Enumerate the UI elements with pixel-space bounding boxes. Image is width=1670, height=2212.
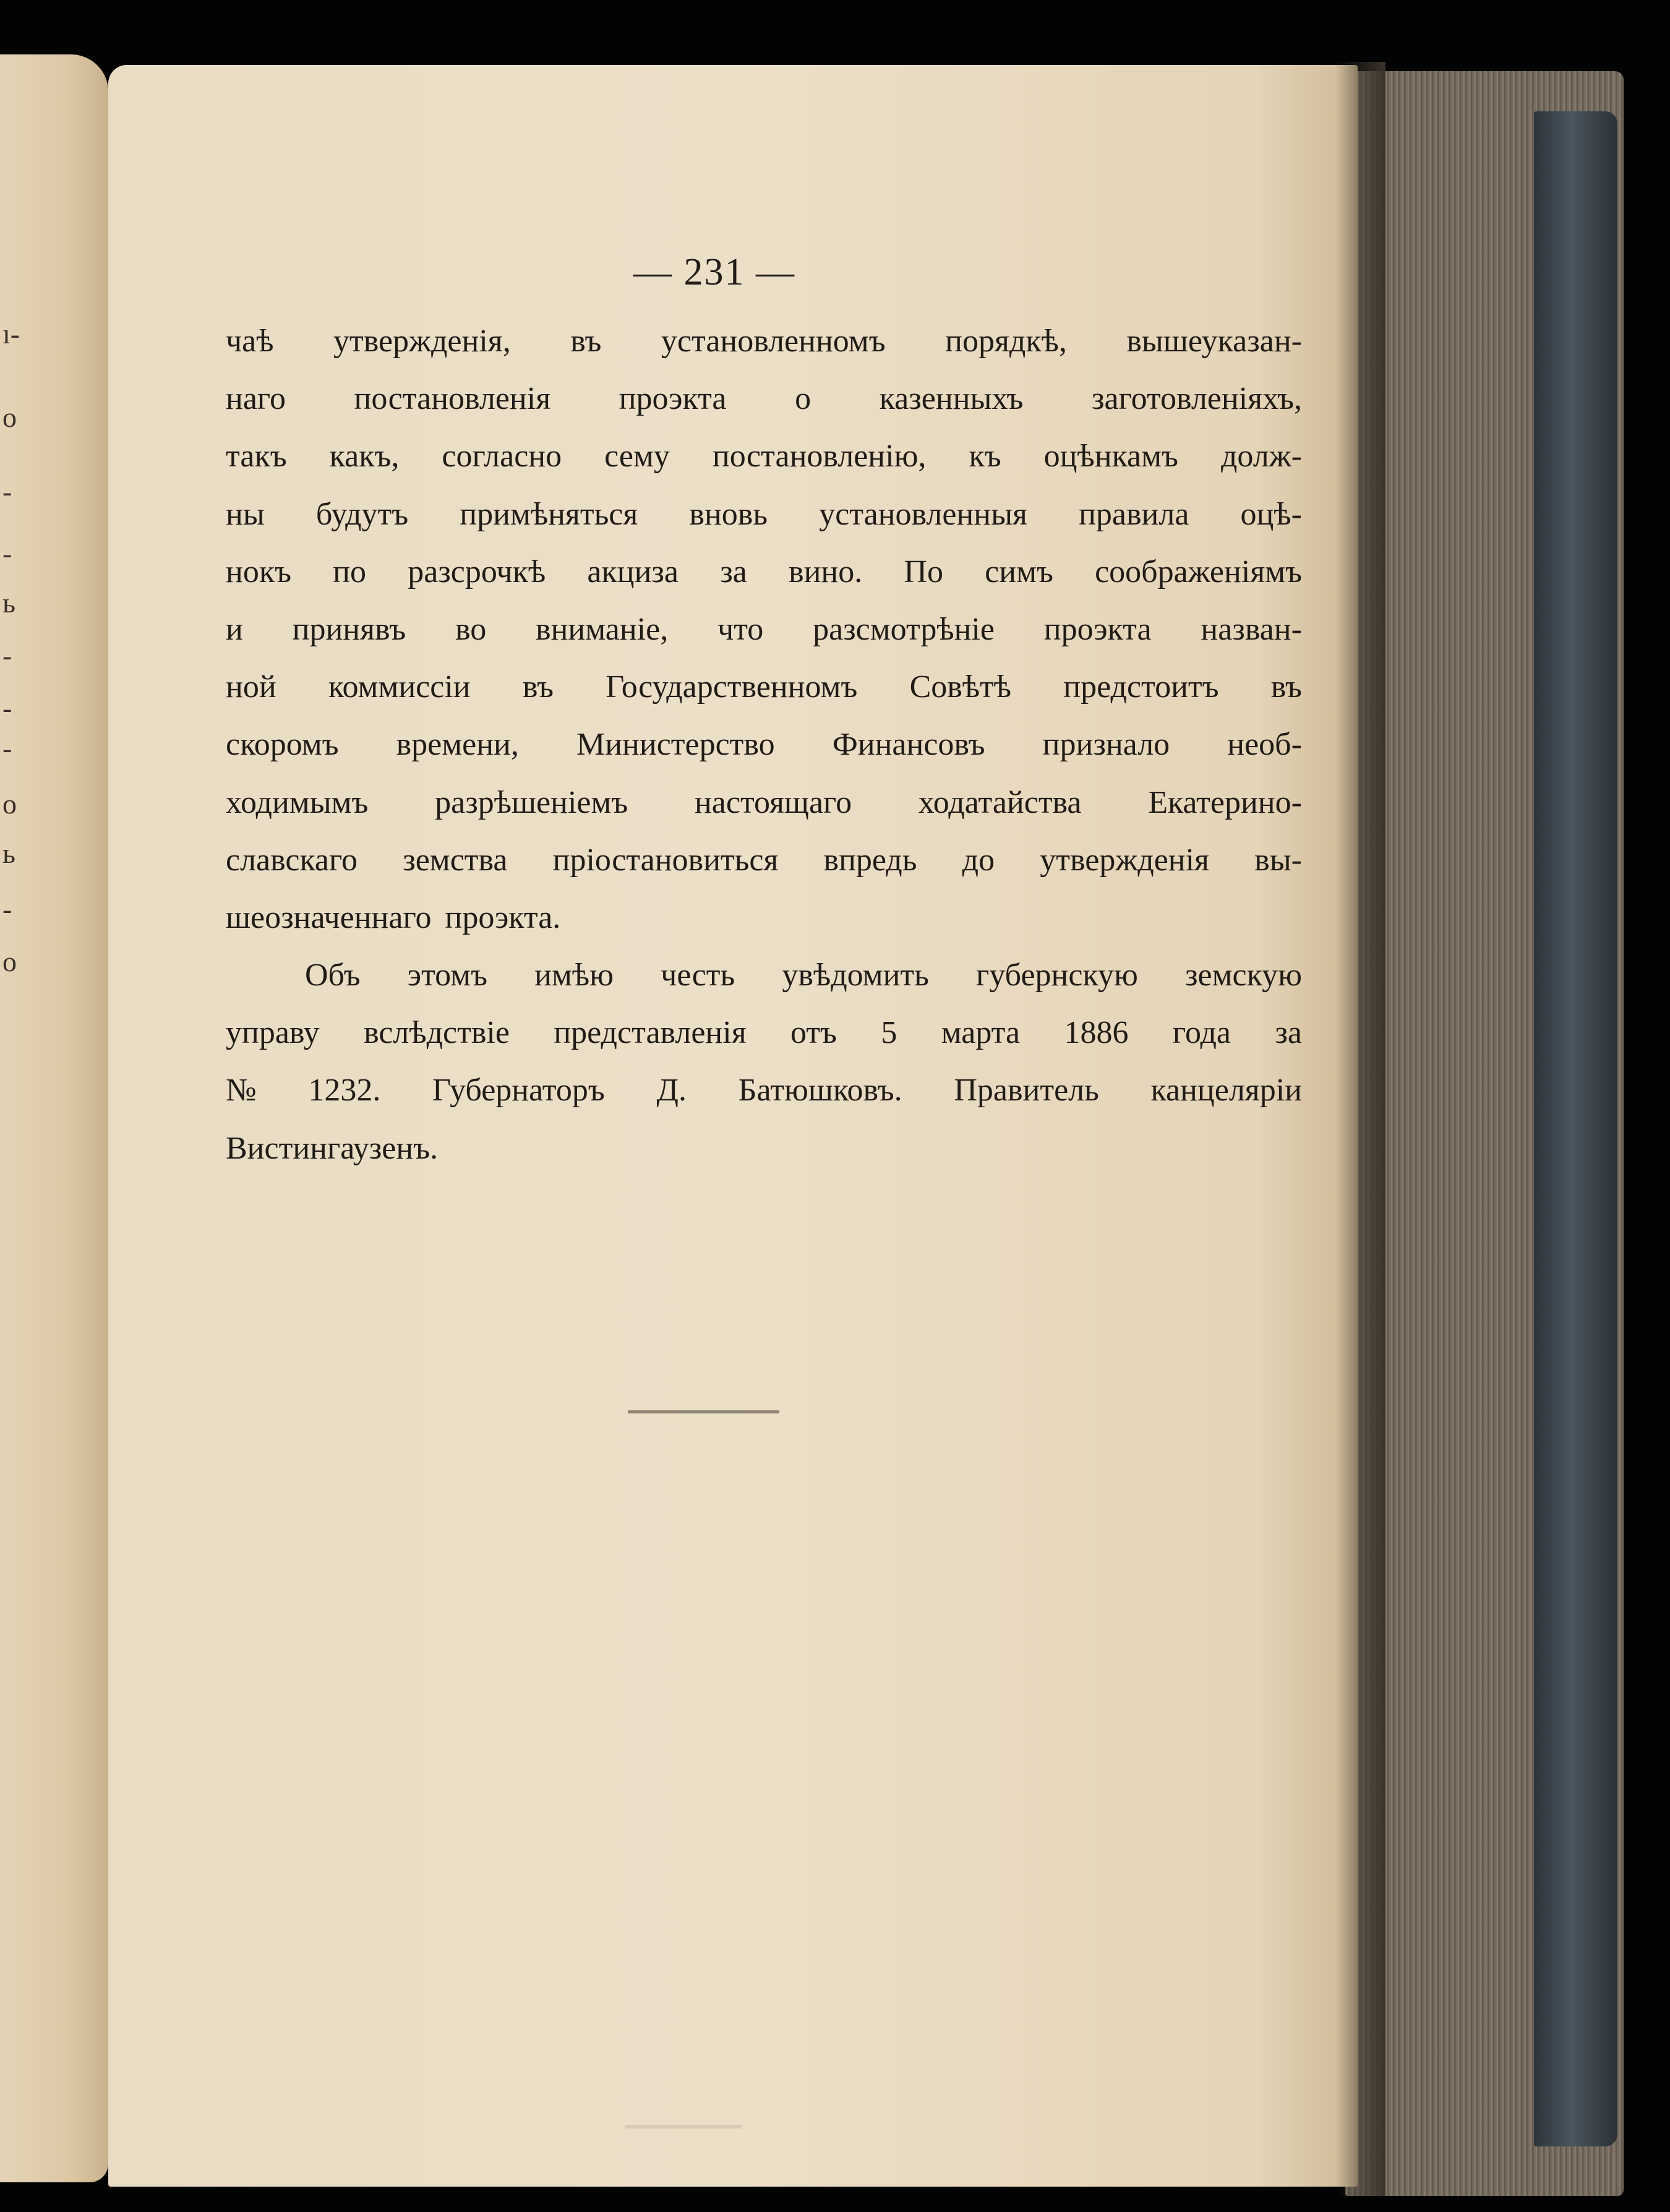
word: утвержденія, (333, 324, 511, 359)
text-line (226, 370, 1302, 427)
word: вновь (689, 496, 768, 532)
word: года (1172, 1015, 1231, 1051)
left-page-fragment: о (2, 401, 17, 433)
left-page-fragment: ı- (2, 318, 20, 349)
word: земства (403, 842, 508, 878)
word: канцеляріи (1150, 1073, 1302, 1108)
word: принявъ (292, 611, 406, 647)
text-line (226, 946, 1302, 1004)
word: земскую (1185, 958, 1302, 993)
word: проэкта (1043, 611, 1152, 647)
word: порядкѣ, (945, 324, 1067, 359)
word: настоящаго (694, 784, 852, 820)
word: ной (226, 669, 276, 705)
word: вы- (1254, 842, 1302, 878)
left-page-fragment: - (2, 640, 12, 671)
bleed-through-rule (628, 1410, 779, 1413)
text-line (226, 1004, 1302, 1061)
word: утвержденія (1040, 842, 1209, 878)
left-page-fragment: ь (2, 838, 15, 869)
word: Екатерино- (1148, 784, 1302, 820)
page-number: — 231 — (633, 251, 795, 293)
word: Совѣтѣ (909, 669, 1012, 705)
text-line (226, 543, 1302, 601)
word: правила (1079, 496, 1189, 532)
left-page-fragment: о (2, 946, 17, 977)
word: оцѣ- (1240, 496, 1302, 532)
word: вниманіе, (536, 611, 669, 647)
word: скоромъ (226, 727, 339, 763)
word: необ- (1227, 727, 1302, 763)
word: Финансовъ (832, 727, 985, 763)
word: Губернаторъ (432, 1073, 605, 1108)
word: по (333, 554, 366, 589)
word: вино. (789, 554, 863, 589)
word: времени, (396, 727, 519, 763)
word: во (455, 611, 487, 647)
word: Правитель (954, 1073, 1099, 1108)
word: ходимымъ (226, 784, 369, 820)
text-line (226, 601, 1302, 658)
word: постановленію, (712, 439, 927, 474)
word: будутъ (315, 496, 409, 532)
word: коммиссіи (328, 669, 471, 705)
word: къ (969, 439, 1001, 474)
word: въ (570, 324, 602, 359)
word: согласно (442, 439, 562, 474)
paragraph-2 (226, 946, 1302, 1177)
word: губернскую (976, 958, 1138, 993)
left-page-fragment: - (2, 893, 12, 925)
word: Объ (305, 958, 361, 993)
text-line (226, 716, 1302, 773)
word: установленныя (819, 496, 1027, 532)
word: до (962, 842, 995, 878)
word: 1232. (308, 1073, 381, 1108)
bleed-through-rule-faint (625, 2125, 742, 2128)
text-line (226, 774, 1302, 831)
word: въ (1270, 669, 1302, 705)
word: впредь (823, 842, 917, 878)
text-line (226, 312, 1302, 370)
word: какъ, (329, 439, 400, 474)
word: такъ (226, 439, 287, 474)
word: назван- (1201, 611, 1302, 647)
word: оцѣнкамъ (1043, 439, 1178, 474)
body-text (226, 312, 1302, 1177)
word: казенныхъ (879, 381, 1024, 417)
document-page (108, 65, 1358, 2187)
word: честь (661, 958, 735, 993)
word: вышеуказан- (1126, 324, 1302, 359)
word: Министерство (576, 727, 775, 763)
word: чаѣ (226, 324, 274, 359)
word: разрѣшеніемъ (435, 784, 628, 820)
word: сему (604, 439, 670, 474)
word: долж- (1220, 439, 1302, 474)
left-page-edge (0, 54, 108, 2182)
text-line (226, 427, 1302, 485)
word: пріостановиться (552, 842, 779, 878)
text-line (226, 889, 1302, 946)
paragraph-1 (226, 312, 1302, 946)
word: что (717, 611, 764, 647)
text-line (226, 1061, 1302, 1119)
left-page-fragment: - (2, 732, 12, 764)
word: установленномъ (661, 324, 886, 359)
word: ходатайства (918, 784, 1082, 820)
word: марта (941, 1015, 1021, 1051)
word: соображеніямъ (1095, 554, 1302, 589)
word: о (795, 381, 811, 417)
word: предстоитъ (1063, 669, 1219, 705)
word: этомъ (407, 958, 487, 993)
word: увѣдомить (782, 958, 929, 993)
word: Вистингаузенъ. (226, 1130, 439, 1166)
word: имѣю (534, 958, 614, 993)
binding-shadow (1336, 62, 1385, 2196)
word: признало (1042, 727, 1170, 763)
word: въ (522, 669, 554, 705)
word: за (1275, 1015, 1302, 1051)
word: шеозначеннаго (226, 899, 432, 935)
text-line (226, 658, 1302, 716)
left-page-fragment: о (2, 788, 17, 820)
word: Батюшковъ. (738, 1073, 902, 1108)
word: симъ (985, 554, 1053, 589)
word: вслѣдствіе (364, 1015, 510, 1051)
word: проэкта. (445, 899, 561, 935)
text-line (226, 486, 1302, 543)
word: славскаго (226, 842, 358, 878)
left-page-fragment: ь (2, 587, 15, 619)
word: проэкта (619, 381, 727, 417)
word: и (226, 611, 243, 647)
word: представленія (554, 1015, 747, 1051)
text-line (226, 1120, 1302, 1177)
word: 5 (881, 1015, 897, 1051)
word: за (720, 554, 747, 589)
word: управу (226, 1015, 320, 1051)
word: № (226, 1073, 257, 1108)
word: наго (226, 381, 286, 417)
left-page-fragment: - (2, 538, 12, 569)
word: заготовленіяхъ, (1091, 381, 1302, 417)
word: 1886 (1064, 1015, 1129, 1051)
word: нокъ (226, 554, 291, 589)
left-page-fragment: - (2, 692, 12, 724)
text-line (226, 831, 1302, 889)
word: ны (226, 496, 265, 532)
word: Д. (656, 1073, 687, 1108)
left-page-fragment: - (2, 476, 12, 507)
word: примѣняться (460, 496, 638, 532)
word: разсрочкѣ (408, 554, 546, 589)
word: Государственномъ (606, 669, 858, 705)
word: акциза (587, 554, 679, 589)
word: отъ (790, 1015, 837, 1051)
word: разсмотрѣніе (813, 611, 995, 647)
book-cover (1534, 111, 1617, 2146)
word: По (904, 554, 943, 589)
word: постановленія (354, 381, 551, 417)
